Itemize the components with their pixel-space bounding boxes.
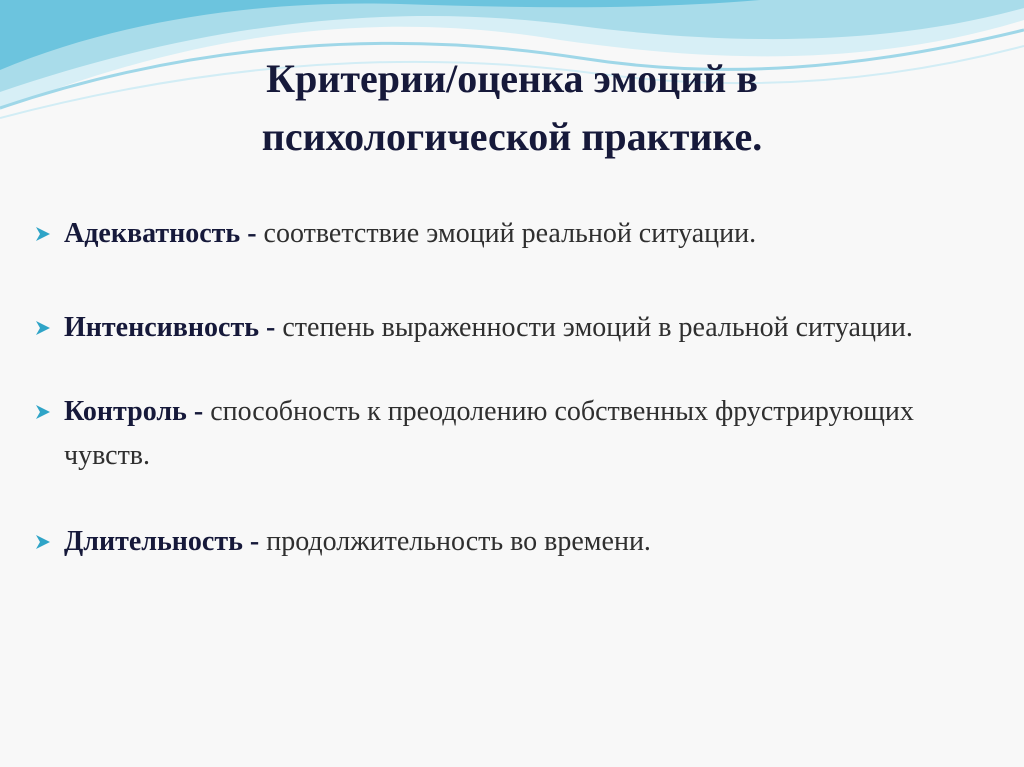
- criterion-term: Длительность -: [64, 526, 260, 557]
- arrow-bullet-icon: [34, 403, 52, 421]
- slide-title: [0, 50, 1024, 166]
- criterion-term: Адекватность -: [64, 218, 257, 249]
- criterion-term: Интенсивность -: [64, 312, 276, 343]
- criteria-list: [34, 212, 974, 614]
- title-line-1: Критерии/оценка эмоций в: [266, 56, 758, 101]
- criterion-description: продолжительность во времени.: [259, 526, 651, 557]
- criterion-description: способность к преодолению собственных фрустрирующих чувств.: [64, 396, 914, 471]
- arrow-bullet-icon: [34, 225, 52, 243]
- criterion-description: степень выраженности эмоций в реальной ситуации.: [275, 312, 913, 343]
- arrow-bullet-icon: [34, 319, 52, 337]
- list-item: [34, 306, 974, 350]
- list-item: [34, 212, 974, 256]
- criterion-term: Контроль -: [64, 396, 204, 427]
- criterion-description: соответствие эмоций реальной ситуации.: [256, 218, 757, 249]
- arrow-bullet-icon: [34, 533, 52, 551]
- title-line-2: психологической практике.: [261, 114, 763, 159]
- list-item: [34, 520, 974, 564]
- list-item: [34, 390, 974, 478]
